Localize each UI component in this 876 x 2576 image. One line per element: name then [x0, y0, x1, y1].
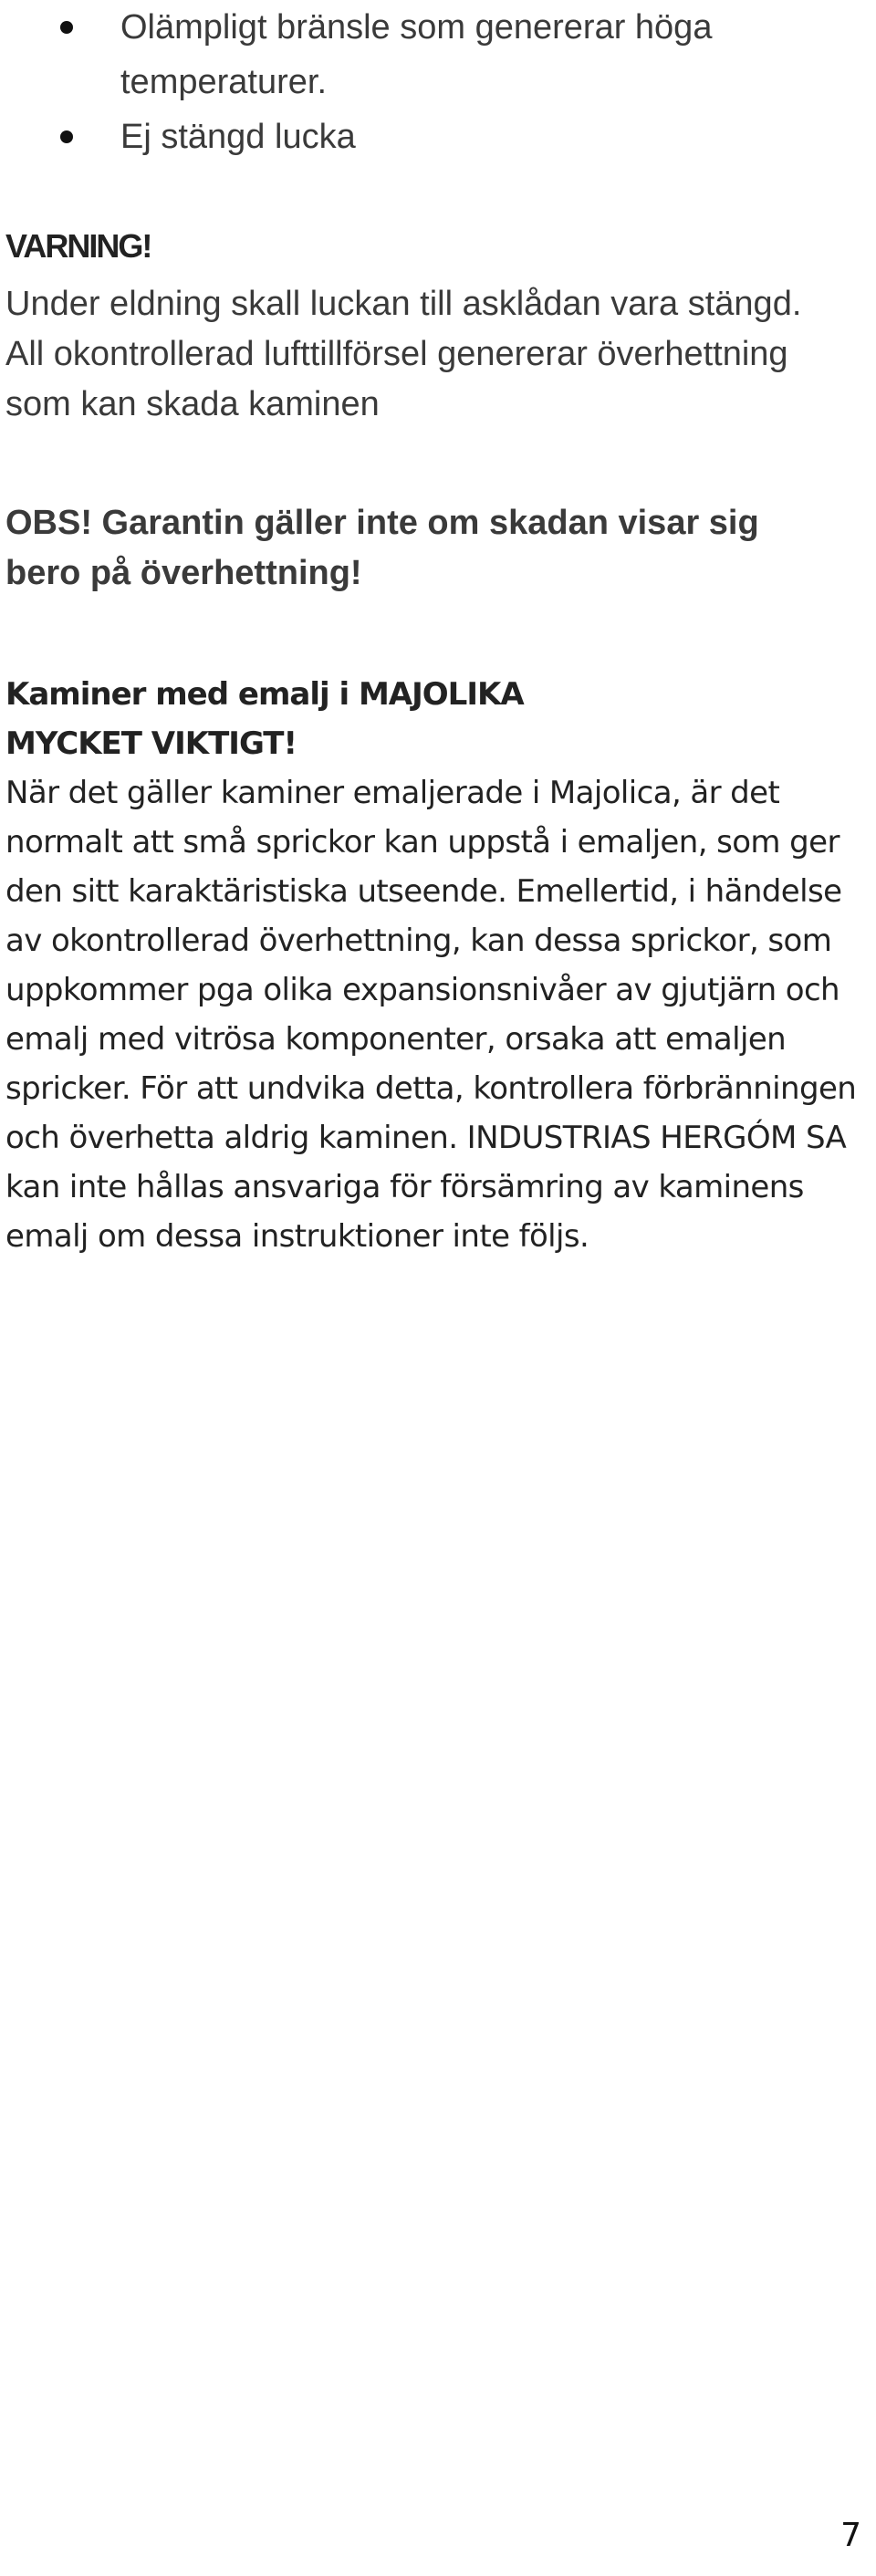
page-number: 7	[840, 2517, 861, 2554]
warning-heading: VARNING!	[5, 227, 151, 265]
majolika-section	[5, 670, 863, 1261]
warranty-note: OBS! Garantin gäller inte om skadan visar sig bero på överhettning!	[5, 504, 759, 592]
bullet-text: Olämpligt bränsle som genererar höga temperaturer.	[120, 8, 713, 101]
warning-line-door: Under eldning skall luckan till asklådan vara stängd.	[5, 285, 802, 323]
warning-line-overheating: All okontrollerad lufttillförsel genererar överhettning som kan skada kaminen	[5, 335, 788, 423]
majolika-body: När det gäller kaminer emaljerade i Majolica, är det normalt att små sprickor kan uppstå i emaljen, som ger den sitt karaktäristiska utseende. Emellertid, i händelse av okontrollerad överhettning, kan dessa sprickor, som uppkommer pga olika expansionsnivåer av gjutjärn och emalj med vitrösa komponenter, orsaka att emaljen spricker. För att undvika detta, kontrollera förbränningen och överhetta aldrig kaminen. INDUSTRIAS HERGÓM SA kan inte hållas ansvariga för försämring av kaminens emalj om dessa instruktioner inte följs.	[5, 775, 857, 1255]
bullet-text: Ej stängd lucka	[120, 118, 356, 156]
bullet-dot-icon	[60, 21, 73, 34]
bullet-item	[0, 110, 876, 164]
bullet-item	[0, 0, 876, 110]
bullet-list	[0, 0, 876, 164]
warning-text	[5, 279, 827, 430]
majolika-subheading: MYCKET VIKTIGT!	[5, 725, 297, 762]
bullet-dot-icon	[60, 130, 73, 143]
majolika-heading: Kaminer med emalj i MAJOLIKA	[5, 676, 524, 713]
